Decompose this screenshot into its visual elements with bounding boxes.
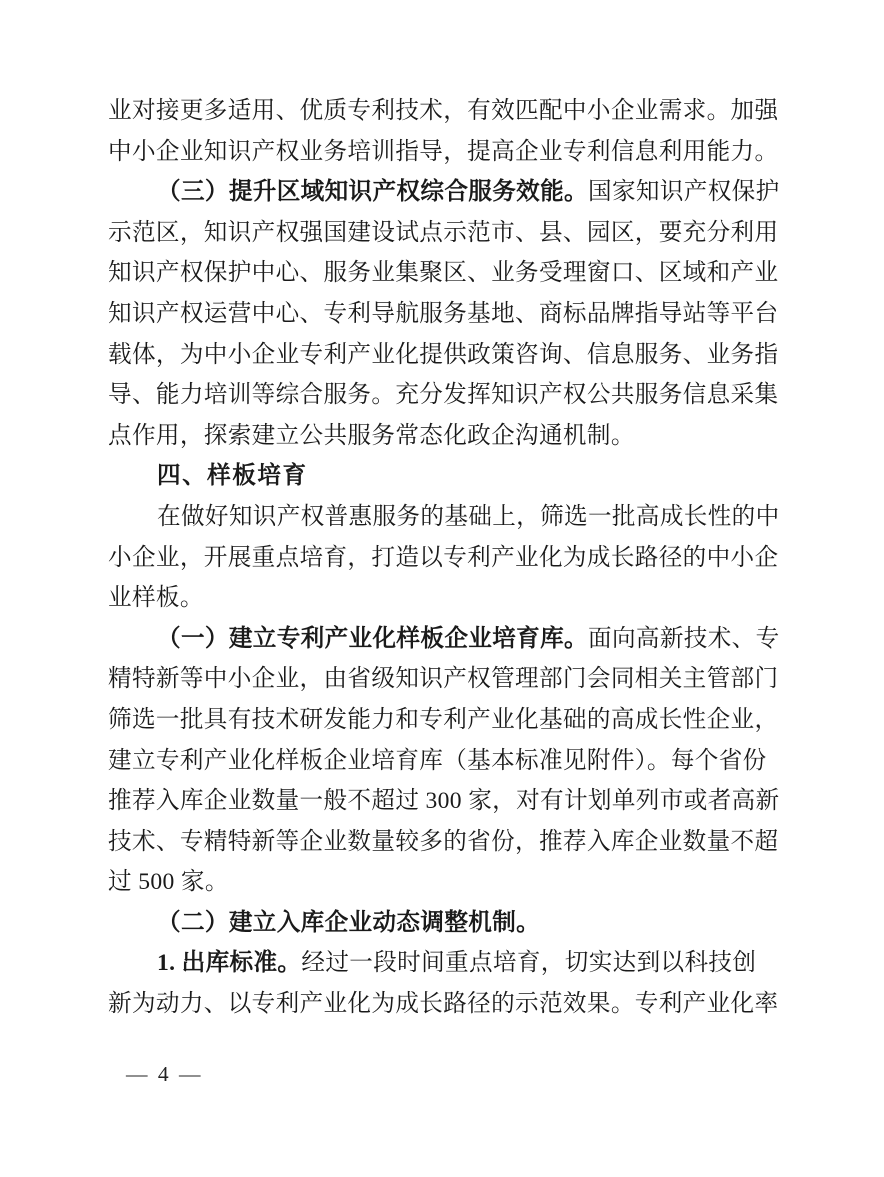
body-line [108,253,780,294]
text-run: 面向高新技术、专 [588,625,780,652]
text-run: 示范区，知识产权强国建设试点示范市、县、园区，要充分利用 [108,219,779,246]
text-run: 筛选一批具有技术研发能力和专利产业化基础的高成长性企业， [108,706,779,733]
bold-text-run: （三）提升区域知识产权综合服务效能。 [157,179,588,206]
subsection-heading-1-line [108,619,780,660]
body-line [108,132,780,173]
text-run: 知识产权保护中心、服务业集聚区、业务受理窗口、区域和产业 [108,260,779,287]
text-run: 新为动力、以专利产业化为成长路径的示范效果。专利产业化率 [108,991,779,1018]
text-run: 推荐入库企业数量一般不超过 300 家，对有计划单列市或者高新 [108,788,780,815]
text-run: 业样板。 [108,585,204,612]
body-line [108,984,780,1025]
text-run: 中小企业知识产权业务培训指导，提高企业专利信息利用能力。 [108,138,779,165]
text-run: 技术、专精特新等企业数量较多的省份，推荐入库企业数量不超 [108,828,779,855]
body-line [108,335,780,376]
body-line [108,741,780,782]
text-run: 小企业，开展重点培育，打造以专利产业化为成长路径的中小企 [108,544,779,571]
bold-text-run: 四、样板培育 [157,463,308,490]
subsection-heading-3-line [108,172,780,213]
body-line [108,578,780,619]
body-line [108,416,780,457]
body-line [108,781,780,822]
text-run: 经过一段时间重点培育，切实达到以科技创 [301,950,757,977]
body-line [108,294,780,335]
text-run: 导、能力培训等综合服务。充分发挥知识产权公共服务信息采集 [108,382,779,409]
section-heading-4 [108,456,780,497]
bold-text-run: （一）建立专利产业化样板企业培育库。 [157,625,588,652]
body-line [108,659,780,700]
body-line [108,213,780,254]
body-line [108,375,780,416]
body-line [108,862,780,903]
body-line [108,700,780,741]
body-line [108,497,780,538]
body-line [108,822,780,863]
bold-text-run: （二）建立入库企业动态调整机制。 [157,909,541,936]
text-run: 点作用，探索建立公共服务常态化政企沟通机制。 [108,422,635,449]
bold-text-run: 1. 出库标准。 [157,950,302,977]
text-run: 业对接更多适用、优质专利技术，有效匹配中小企业需求。加强 [108,98,779,124]
numbered-item-1-line [108,943,780,984]
text-run: 在做好知识产权普惠服务的基础上，筛选一批高成长性的中 [157,503,780,530]
text-run: 精特新等中小企业，由省级知识产权管理部门会同相关主管部门 [108,666,779,693]
subsection-heading-2-line [108,903,780,944]
text-run: 建立专利产业化样板企业培育库（基本标准见附件）。每个省份 [108,747,767,774]
body-line [108,91,780,132]
text-run: 国家知识产权保护 [588,179,780,206]
page-number: — 4 — [126,1062,203,1086]
document-body [108,91,780,1025]
text-run: 知识产权运营中心、专利导航服务基地、商标品牌指导站等平台 [108,300,779,327]
body-line [108,538,780,579]
text-run: 过 500 家。 [108,869,229,896]
text-run: 载体，为中小企业专利产业化提供政策咨询、信息服务、业务指 [108,341,779,368]
